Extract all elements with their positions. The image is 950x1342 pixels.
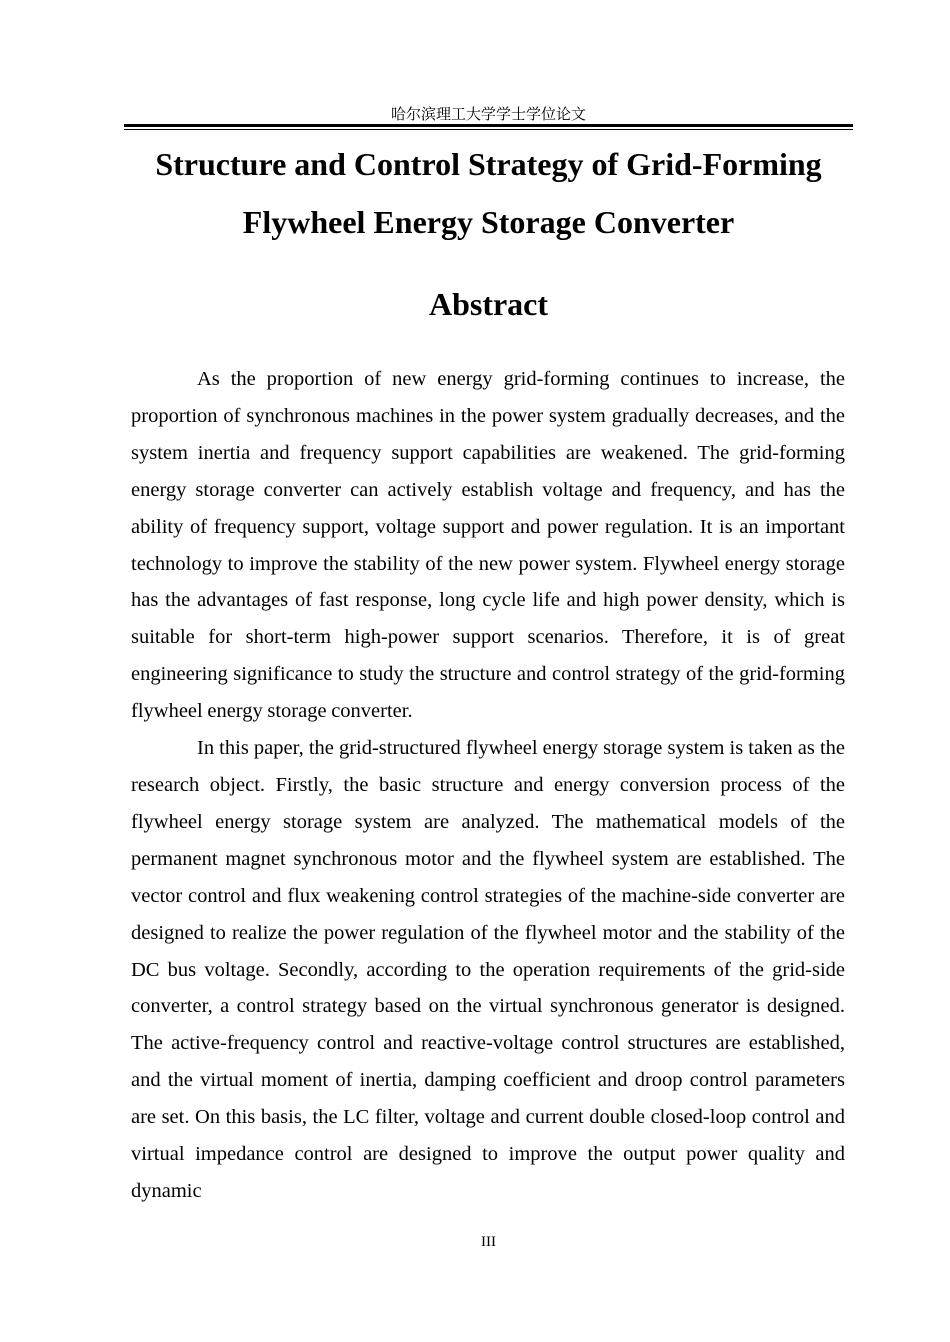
page-number: III: [481, 1234, 496, 1250]
thesis-title: Structure and Control Strategy of Grid-Forming Flywheel Energy Storage Converter: [155, 146, 822, 240]
header-rule-thin: [124, 129, 853, 130]
abstract-heading: Abstract: [428, 286, 549, 322]
running-header: 哈尔滨理工大学学士学位论文: [390, 105, 586, 123]
abstract-paragraph-2: In this paper, the grid-structured flywheel energy storage system is taken as the research object. Firstly, the basic structure and energy conversion process of the flywheel energy storage system are analyzed. The mathematical models of the permanent magnet synchronous motor and the flywheel system are established. The vector control and flux weakening control strategies of the machine-side converter are designed to realize the power regulation of the flywheel motor and the stability of the DC bus voltage. Secondly, according to the operation requirements of the grid-side converter, a control strategy based on the virtual synchronous generator is designed. The active-frequency control and reactive-voltage control structures are established, and the virtual moment of inertia, damping coefficient and droop control parameters are set. On this basis, the LC filter, voltage and current double closed-loop control and virtual impedance control are designed to improve the output power quality and dynamic: [131, 737, 845, 1202]
abstract-paragraph-1: As the proportion of new energy grid-forming continues to increase, the proportion of synchronous machines in the power system gradually decreases, and the system inertia and frequency support capabilities are weakened. The grid-forming energy storage converter can actively establish voltage and frequency, and has the ability of frequency support, voltage support and power regulation. It is an important technology to improve the stability of the new power system. Flywheel energy storage has the advantages of fast response, long cycle life and high power density, which is suitable for short-term high-power support scenarios. Therefore, it is of great engineering significance to study the structure and control strategy of the grid-forming flywheel energy storage converter.: [131, 368, 845, 723]
header-rule-thick: [124, 124, 853, 127]
abstract-body: [131, 361, 845, 1210]
